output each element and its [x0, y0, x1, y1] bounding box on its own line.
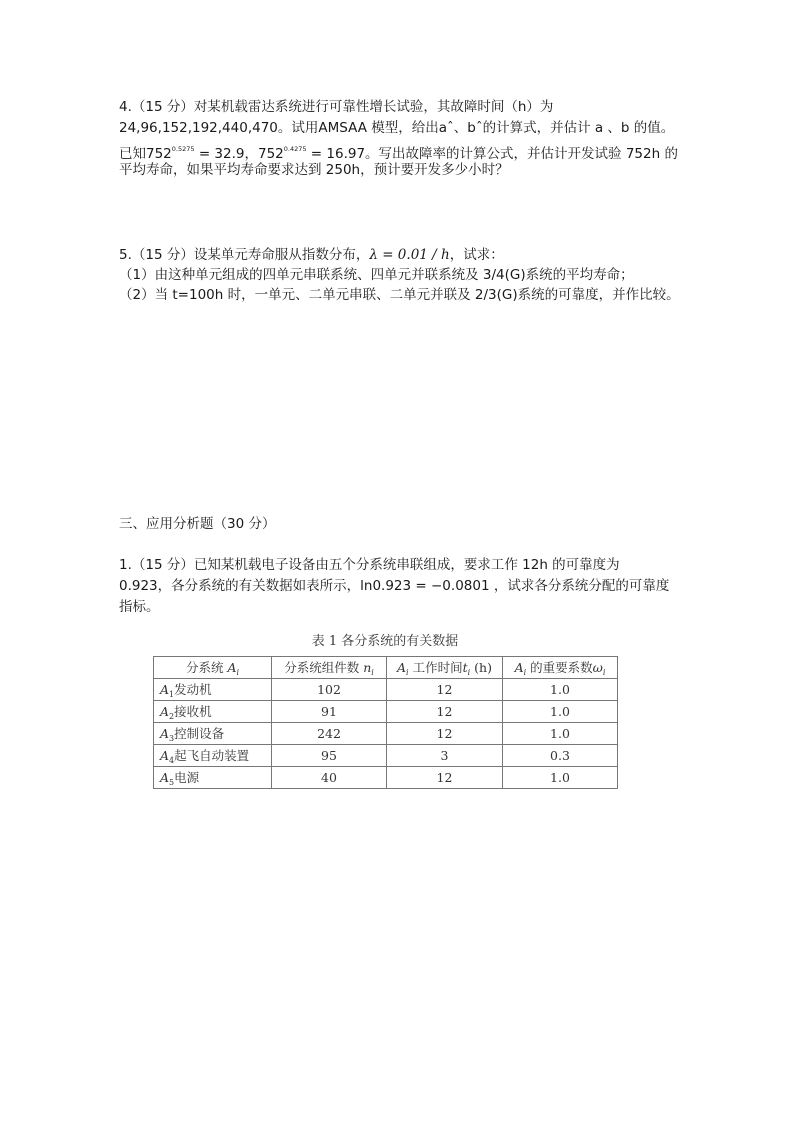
q4-line-3-c: = 16.97。写出故障率的计算公式，并估计开发试验 752h 的 [306, 146, 678, 162]
row-1-weight: 1.0 [503, 679, 618, 701]
row-3-sub: 3 [169, 734, 175, 743]
q4-exponent-2: 0.4275 [283, 145, 307, 153]
table-row [154, 723, 618, 745]
header-working-time-unit: (h) [474, 660, 492, 675]
row-1-time: 12 [387, 679, 503, 701]
table-row [154, 745, 618, 767]
q4-exponent-1: 0.5275 [171, 145, 195, 153]
q4-line-3-a: 已知752 [119, 146, 172, 162]
header-working-time-sub2: i [467, 668, 471, 677]
row-1-var: A [160, 682, 170, 697]
row-4-count: 95 [272, 745, 387, 767]
row-1-label: 发动机 [174, 682, 212, 697]
header-component-count-text: 分系统组件数 [284, 660, 360, 675]
table-row [154, 701, 618, 723]
row-5-label: 电源 [174, 770, 200, 785]
row-2-time: 12 [387, 701, 503, 723]
q4-line-4: 平均寿命，如果平均寿命要求达到 250h，预计要开发多少小时？ [119, 162, 509, 178]
table-row [154, 679, 618, 701]
header-working-time [387, 657, 503, 679]
header-working-time-var2: t [462, 660, 468, 675]
header-subsystem-sub: i [236, 668, 240, 677]
row-3-name [154, 723, 272, 745]
q5-line-3: （2）当 t=100h 时，一单元、二单元串联、二单元并联及 2/3(G)系统的可靠度，并作比较。 [119, 287, 680, 303]
row-4-var: A [160, 748, 170, 763]
row-1-count: 102 [272, 679, 387, 701]
header-importance-var: A [514, 660, 524, 675]
header-component-count-sub: i [371, 668, 374, 677]
row-1-sub: 1 [169, 690, 175, 699]
table-header-row [154, 657, 618, 679]
table-row [154, 767, 618, 789]
row-2-weight: 1.0 [503, 701, 618, 723]
row-3-time: 12 [387, 723, 503, 745]
header-importance-text: 的重要系数 [530, 660, 593, 675]
header-component-count [272, 657, 387, 679]
row-5-name [154, 767, 272, 789]
header-subsystem [154, 657, 272, 679]
q5-line-1-a: 5.（15 分）设某单元寿命服从指数分布， [119, 247, 370, 263]
row-1-name [154, 679, 272, 701]
subsystem-table [153, 656, 618, 789]
row-2-name [154, 701, 272, 723]
row-4-sub: 4 [169, 756, 175, 765]
header-subsystem-var: A [227, 660, 237, 675]
q5-lambda-formula: λ = 0.01 / h [369, 247, 450, 263]
row-5-time: 12 [387, 767, 503, 789]
row-3-count: 242 [272, 723, 387, 745]
table-caption: 表 1 各分系统的有关数据 [311, 634, 459, 649]
q1-line-1: 1.（15 分）已知某机载电子设备由五个分系统串联组成，要求工作 12h 的可靠度为 [119, 557, 620, 573]
row-2-count: 91 [272, 701, 387, 723]
header-importance-var2: ω [592, 660, 603, 675]
row-2-sub: 2 [169, 712, 175, 721]
row-5-count: 40 [272, 767, 387, 789]
header-importance-sub2: i [602, 668, 606, 677]
header-working-time-sub: i [406, 668, 409, 677]
row-4-label: 起飞自动装置 [174, 748, 250, 763]
row-4-name [154, 745, 272, 767]
q1-line-2: 0.923，各分系统的有关数据如表所示，ln0.923 = −0.0801 ，试求各分系统分配的可靠度 [119, 578, 670, 594]
row-5-weight: 1.0 [503, 767, 618, 789]
header-working-time-text: 工作时间 [412, 660, 463, 675]
row-3-label: 控制设备 [174, 726, 225, 741]
header-importance-sub: i [523, 668, 527, 677]
q4-line-3-b: = 32.9，752 [194, 146, 284, 162]
header-importance [503, 657, 618, 679]
q5-line-1 [119, 245, 504, 266]
row-4-weight: 0.3 [503, 745, 618, 767]
q4-line-2: 24,96,152,192,440,470。试用AMSAA 模型，给出aˆ、bˆ的计算式，并估计 a 、b 的值。 [119, 120, 675, 136]
q1-line-3: 指标。 [119, 599, 160, 615]
row-3-weight: 1.0 [503, 723, 618, 745]
header-subsystem-text: 分系统 [185, 660, 224, 675]
row-2-var: A [160, 704, 170, 719]
section-3-heading: 三、应用分析题（30 分） [119, 516, 276, 532]
row-2-label: 接收机 [174, 704, 212, 719]
row-5-var: A [160, 770, 170, 785]
q5-line-1-b: ，试求： [449, 247, 504, 263]
q5-line-2: （1）由这种单元组成的四单元串联系统、四单元并联系统及 3/4(G)系统的平均寿命； [119, 267, 634, 283]
row-3-var: A [160, 726, 170, 741]
header-component-count-var: n [363, 660, 372, 675]
row-4-time: 3 [387, 745, 503, 767]
q4-line-1: 4.（15 分）对某机载雷达系统进行可靠性增长试验，其故障时间（h）为 [119, 99, 554, 115]
row-5-sub: 5 [169, 778, 175, 787]
header-working-time-var: A [397, 660, 407, 675]
